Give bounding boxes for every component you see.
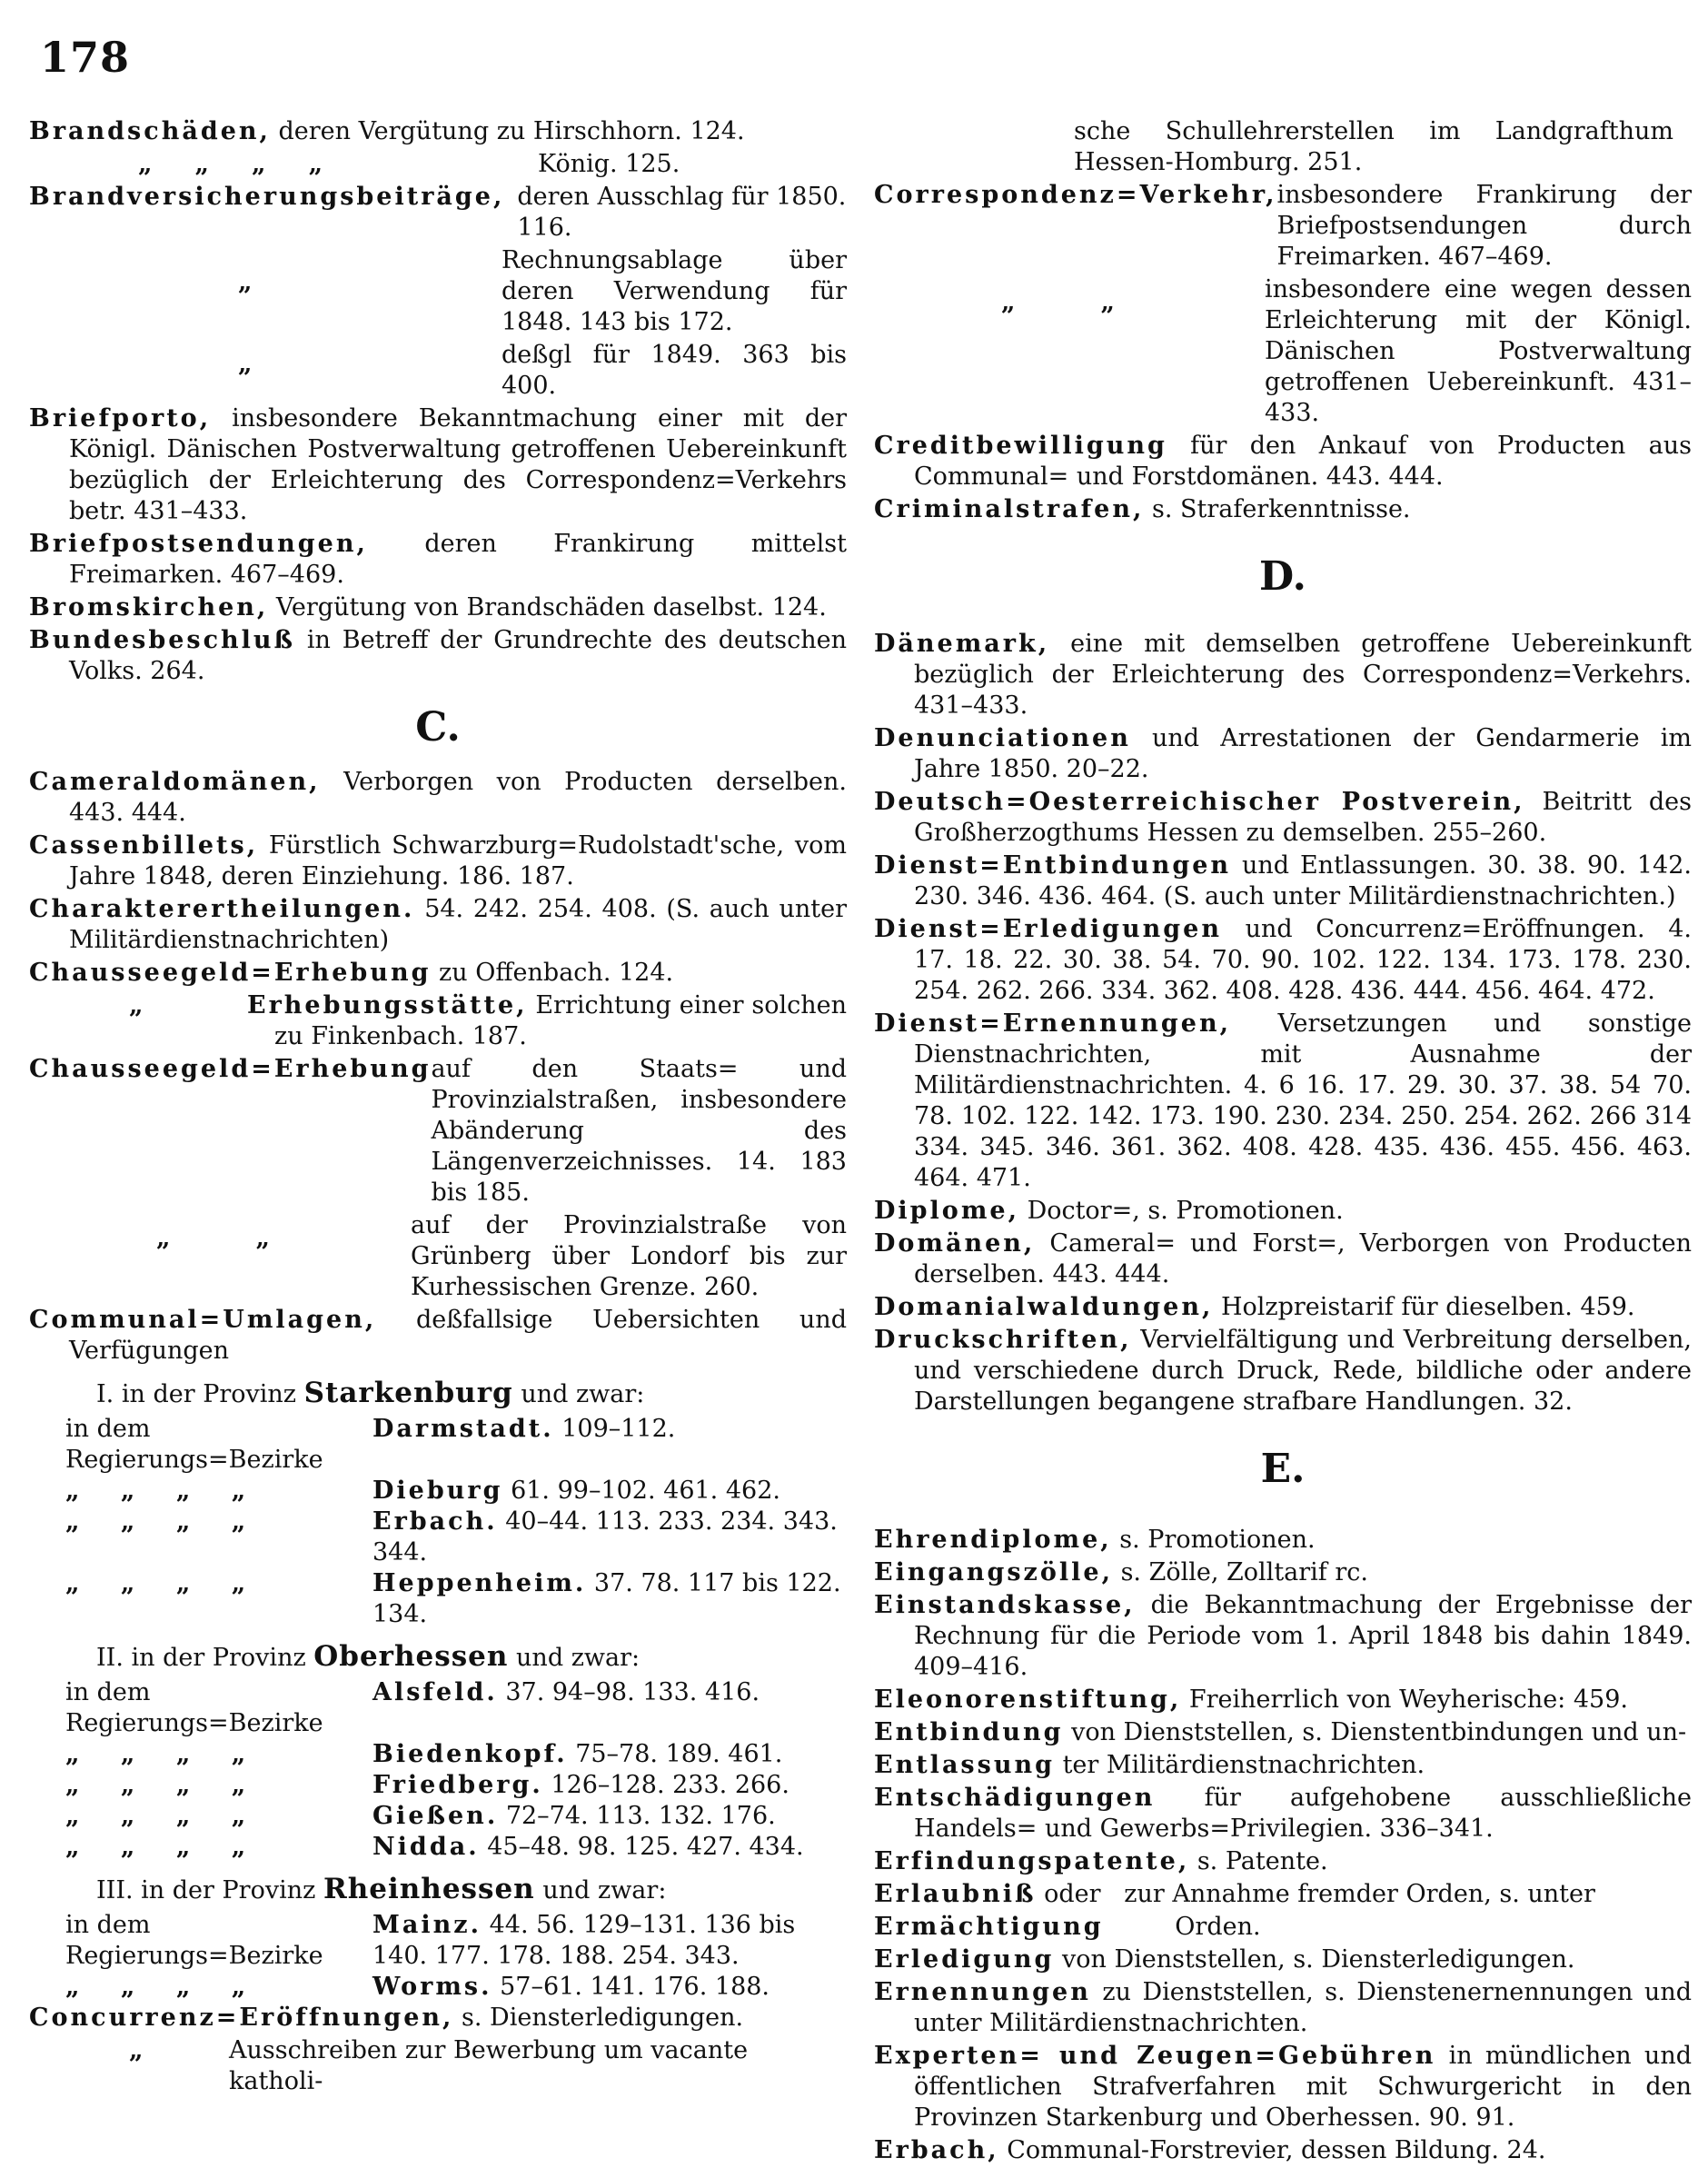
entry-chausseegeld-staats: [29, 1054, 847, 1208]
entry-erfindungspatente: [874, 1846, 1692, 1877]
page-number: 178: [40, 33, 131, 82]
entry-criminalstrafen: [874, 494, 1692, 525]
district-body: [372, 1507, 847, 1568]
entry-cameraldomaenen: [29, 767, 847, 829]
entry-dienst-entbindungen: [874, 850, 1692, 912]
district-numbers: 44. 56. 129–131. 136 bis 140. 177. 178. 188. 254. 343.: [372, 1911, 796, 1970]
province-prefix: I. in der Provinz: [96, 1380, 297, 1408]
entry-text: von Dienststellen, s. Dienstentbindungen und un-: [1071, 1718, 1687, 1746]
district-row: [29, 1568, 847, 1630]
district-label: „ „ „ „: [65, 1802, 246, 1830]
entry-text: sche Schullehrerstellen im Landgrafthum Hessen-Homburg. 251.: [1074, 117, 1673, 176]
entry-text: Orden.: [1175, 1913, 1261, 1941]
right-column: [874, 116, 1692, 2168]
district-row: [29, 1414, 847, 1476]
district-label: in dem Regierungs=Bezirke: [65, 1678, 323, 1737]
keyword: Bundesbeschluß: [29, 626, 296, 654]
district-body: [372, 1770, 847, 1801]
entry-text: zu Dienststellen, s. Dienstenernennungen und unter Militärdienstnachrichten.: [914, 1978, 1692, 2037]
province-prefix: III. in der Provinz: [96, 1876, 316, 1904]
district-place: Nidda.: [372, 1833, 480, 1861]
district-numbers: 37. 94–98. 133. 416.: [505, 1678, 760, 1706]
district-place: Dieburg: [372, 1477, 503, 1505]
district-row: [29, 1507, 847, 1568]
keyword: Entbindung: [874, 1718, 1064, 1746]
ditto-marks: „ „: [1001, 288, 1116, 316]
section-heading-d: D.: [1259, 553, 1306, 600]
keyword: Concurrenz=Eröffnungen,: [29, 2004, 454, 2032]
entry-diplome: [874, 1196, 1692, 1227]
district-place: Worms.: [372, 1973, 492, 2001]
district-place: Biedenkopf.: [372, 1740, 568, 1768]
keyword: Communal=Umlagen,: [29, 1306, 377, 1334]
keyword: Druckschriften,: [874, 1326, 1132, 1354]
keyword: Dänemark,: [874, 630, 1050, 658]
entry-text: Doctor=, s. Promotionen.: [1027, 1197, 1344, 1225]
entry-body: [247, 990, 847, 1052]
keyword: Dienst=Erledigungen: [874, 915, 1222, 943]
province-suffix: und zwar:: [516, 1644, 640, 1672]
district-body: [372, 1801, 847, 1832]
entry-text: für den Ankauf von Producten aus Communal= und Forstdomänen. 443. 444.: [914, 432, 1692, 491]
keyword: Chausseegeld=Erhebung: [29, 959, 432, 987]
entry-text: Cameral= und Forst=, Verborgen von Producten derselben. 443. 444.: [914, 1229, 1692, 1288]
entry-text: eine mit demselben getroffene Uebereinkunft bezüglich der Erleichterung des Correspondenz=Verkehrs. 431–433.: [914, 630, 1692, 720]
ditto-marks: „: [238, 268, 253, 296]
entry-eleonorenstiftung: [874, 1685, 1692, 1716]
entry-text: und Entlassungen. 30. 38. 90. 142. 230. 346. 436. 464. (S. auch unter Militärdienstnachrichten.): [914, 851, 1692, 910]
entry-text: Versetzungen und sonstige Dienstnachrichten, mit Ausnahme der Militärdienstnachrichten. 4. 6 16. 17. 29. 30. 37. 38. 54 70. 78. 102. 122. 142. 173. 190. 230. 234. 250. 254. 262. 266 314 334. 345. 346. 361. 362. 408. 428. 435. 436. 455. 456. 463. 464. 471.: [914, 1009, 1692, 1192]
entry-concurrenz-ausschreiben: [29, 2035, 847, 2097]
entry-brandversicherung-2: [29, 245, 847, 338]
district-numbers: 37. 78. 117 bis 122. 134.: [372, 1569, 841, 1628]
district-place: Darmstadt.: [372, 1415, 554, 1443]
entry-text: auf der Provinzialstraße von Grünberg über Londorf bis zur Kurhessischen Grenze. 260.: [411, 1211, 847, 1301]
keyword: Ermächtigung: [874, 1913, 1104, 1941]
entry-communal-umlagen: [29, 1305, 847, 1367]
entry-text: deren Ausschlag für 1850. 116.: [517, 183, 847, 242]
keyword: Entlassung: [874, 1751, 1055, 1779]
district-label: „ „ „ „: [65, 1477, 246, 1505]
keyword: Eingangszölle,: [874, 1558, 1113, 1586]
keyword: Charakterertheilungen.: [29, 895, 415, 923]
entry-correspondenz: [874, 180, 1692, 273]
district-body: [372, 1832, 847, 1863]
entry-continuation: [874, 116, 1692, 178]
entry-charakterertheilungen: [29, 894, 847, 956]
entry-text: Rechnungsablage über deren Verwendung für 1848. 143 bis 172.: [501, 246, 847, 336]
entry-daenemark: [874, 629, 1692, 721]
entry-dienst-ernennungen: [874, 1009, 1692, 1194]
keyword: Erledigung: [874, 1945, 1055, 1974]
district-numbers: 57–61. 141. 176. 188.: [500, 1973, 770, 2001]
entry-text: 54. 242. 254. 408. (S. auch unter Militärdienstnachrichten): [69, 895, 847, 954]
entry-domaenen: [874, 1228, 1692, 1290]
entry-text: zu Offenbach. 124.: [439, 959, 674, 987]
entry-text: für aufgehobene ausschließliche Handels= und Gewerbs=Privilegien. 336–341.: [914, 1784, 1692, 1843]
district-numbers: 75–78. 189. 461.: [575, 1740, 783, 1768]
section-heading-e: E.: [1260, 1446, 1306, 1492]
entry-eingangszoelle: [874, 1557, 1692, 1588]
entry-text: insbesondere Frankirung der Briefpostsendungen durch Freimarken. 467–469.: [1276, 181, 1692, 271]
province-heading-oberhessen: [96, 1641, 847, 1674]
district-place: Friedberg.: [372, 1771, 543, 1799]
entry-erlaubniss: [874, 1879, 1692, 1910]
district-numbers: 40–44. 113. 233. 234. 343. 344.: [372, 1507, 838, 1566]
entry-ernennungen: [874, 1977, 1692, 2039]
district-row: [29, 1801, 847, 1832]
keyword: Criminalstrafen,: [874, 495, 1145, 523]
province-name: Oberhessen: [313, 1640, 509, 1673]
entry-text: in mündlichen und öffentlichen Strafverfahren mit Schwurgericht in den Provinzen Starkenburg und Oberhessen. 90. 91.: [914, 2042, 1692, 2132]
entry-einstandskasse: [874, 1590, 1692, 1683]
entry-text: König. 125.: [538, 150, 680, 178]
entry-text: die Bekanntmachung der Ergebnisse der Rechnung für die Periode vom 1. April 1848 bis dahin 1849. 409–416.: [914, 1591, 1692, 1681]
keyword: Creditbewilligung: [874, 432, 1167, 460]
district-row: [29, 1972, 847, 2003]
district-body: [372, 1476, 847, 1507]
entry-text: in Betreff der Grundrechte des deutschen Volks. 264.: [69, 626, 847, 685]
entry-text: deßfallsige Uebersichten und Verfügungen: [69, 1306, 847, 1365]
entry-entlassung: [874, 1750, 1692, 1781]
keyword: Brandversicherungsbeiträge,: [29, 183, 505, 211]
district-label: „ „ „ „: [65, 1569, 246, 1597]
entry-chausseegeld-offenbach: [29, 958, 847, 989]
entry-erledigung: [874, 1944, 1692, 1975]
keyword: Briefporto,: [29, 404, 212, 433]
keyword: Domänen,: [874, 1229, 1036, 1258]
entry-chausseegeld-gruenberg: [29, 1210, 847, 1303]
entry-brandschaeden: [29, 116, 847, 147]
entry-domanialwaldungen: [874, 1292, 1692, 1323]
entry-text: und Concurrenz=Eröffnungen. 4. 17. 18. 22. 30. 38. 54. 70. 90. 102. 122. 134. 173. 178. 230. 254. 262. 266. 334. 362. 408. 428. 436. 444. 456. 464. 472.: [914, 915, 1692, 1005]
keyword: Dienst=Entbindungen: [874, 851, 1232, 880]
entry-text: insbesondere Bekanntmachung einer mit der Königl. Dänischen Postverwaltung getroffenen Uebereinkunft bezüglich der Erleichterung des Correspondenz=Verkehrs betr. 431–433.: [69, 404, 847, 525]
district-label: „ „ „ „: [65, 1507, 246, 1536]
keyword: Eleonorenstiftung,: [874, 1686, 1182, 1714]
province-heading-rheinhessen: [96, 1874, 847, 1906]
district-row: [29, 1910, 847, 1972]
entry-text: Freiherrlich von Weyherische: 459.: [1188, 1686, 1628, 1714]
entry-cassenbillets: [29, 830, 847, 892]
entry-dienst-erledigungen: [874, 914, 1692, 1007]
keyword: Erhebungsstätte,: [247, 991, 528, 1019]
entry-text: Vervielfältigung und Verbreitung derselben, und verschiedene durch Druck, Rede, bildliche oder andere Darstellungen begangene strafbare Handlungen. 32.: [914, 1326, 1692, 1416]
keyword: Chausseegeld=Erhebung: [29, 1055, 432, 1083]
keyword: Erlaubniß: [874, 1880, 1037, 1908]
keyword: Experten= und Zeugen=Gebühren: [874, 2042, 1436, 2070]
district-numbers: 61. 99–102. 461. 462.: [511, 1477, 780, 1505]
district-label: in dem Regierungs=Bezirke: [65, 1911, 323, 1970]
entry-text: von Dienststellen, s. Diensterledigungen.: [1062, 1945, 1575, 1974]
district-row: [29, 1770, 847, 1801]
keyword: Erbach,: [874, 2136, 999, 2164]
district-label: „ „ „ „: [65, 1973, 246, 2001]
keyword: Brandschäden,: [29, 117, 271, 145]
district-label: „ „ „ „: [65, 1771, 246, 1799]
district-numbers: 45–48. 98. 125. 427. 434.: [487, 1833, 804, 1861]
left-column: [29, 116, 847, 2099]
keyword: Domanialwaldungen,: [874, 1293, 1214, 1321]
district-numbers: 109–112.: [561, 1415, 676, 1443]
entry-erhebungsstaette: [29, 990, 847, 1052]
entry-text: Beitritt des Großherzogthums Hessen zu demselben. 255–260.: [914, 788, 1692, 847]
keyword: Diplome,: [874, 1197, 1019, 1225]
district-body: [372, 1972, 847, 2003]
province-suffix: und zwar:: [521, 1380, 645, 1408]
entry-text: s. Diensterledigungen.: [462, 2004, 744, 2032]
keyword: Briefpostsendungen,: [29, 530, 368, 558]
keyword: Cameraldomänen,: [29, 768, 321, 796]
ditto-marks: „: [238, 350, 253, 378]
district-row: [29, 1832, 847, 1863]
keyword: Cassenbillets,: [29, 831, 259, 860]
entry-ehrendiplome: [874, 1525, 1692, 1556]
ditto-marks: „: [129, 991, 144, 1019]
keyword: Ernennungen: [874, 1978, 1091, 2006]
district-row: [29, 1677, 847, 1739]
entry-druckschriften: [874, 1325, 1692, 1417]
entry-experten-gebuehren: [874, 2041, 1692, 2133]
entry-text: Errichtung einer solchen zu Finkenbach. 187.: [274, 991, 847, 1050]
entry-text: Verborgen von Producten derselben. 443. 444.: [69, 768, 847, 827]
entry-text: s. Straferkenntnisse.: [1152, 495, 1411, 523]
entry-erbach: [874, 2135, 1692, 2166]
district-numbers: 126–128. 233. 266.: [551, 1771, 789, 1799]
province-suffix: und zwar:: [542, 1876, 667, 1904]
district-label: „ „ „ „: [65, 1740, 246, 1768]
entry-text: Communal-Forstrevier, dessen Bildung. 24.: [1007, 2136, 1546, 2164]
entry-text: Fürstlich Schwarzburg=Rudolstadt'sche, vom Jahre 1848, deren Einziehung. 186. 187.: [69, 831, 847, 890]
entry-brandversicherung-3: [29, 340, 847, 402]
entry-briefporto: [29, 403, 847, 527]
entry-text: deren Frankirung mittelst Freimarken. 467–469.: [69, 530, 847, 589]
district-body: [372, 1414, 847, 1476]
entry-brandversicherung: [29, 182, 847, 244]
district-body: [372, 1739, 847, 1770]
entry-denunciationen: [874, 723, 1692, 785]
district-place: Mainz.: [372, 1911, 482, 1939]
ditto-marks: „ „: [156, 1224, 271, 1252]
ditto-marks: „: [129, 2036, 144, 2064]
entry-text: oder zur Annahme fremder Orden, s. unter: [1044, 1880, 1595, 1908]
entry-text: s. Zölle, Zolltarif rc.: [1120, 1558, 1368, 1586]
district-row: [29, 1739, 847, 1770]
entry-correspondenz-2: [874, 274, 1692, 429]
entry-ermaechtigung: [874, 1912, 1692, 1943]
entry-text: ter Militärdienstnachrichten.: [1062, 1751, 1425, 1779]
keyword: Dienst=Ernennungen,: [874, 1009, 1231, 1038]
entry-text: insbesondere eine wegen dessen Erleichterung mit der Königl. Dänischen Postverwaltung getroffenen Uebereinkunft. 431–433.: [1265, 275, 1692, 427]
keyword: Bromskirchen,: [29, 593, 269, 622]
district-label: „ „ „ „: [65, 1833, 246, 1861]
province-name: Rheinhessen: [323, 1873, 535, 1905]
district-numbers: 72–74. 113. 132. 176.: [505, 1802, 776, 1830]
keyword: Correspondenz=Verkehr,: [874, 181, 1277, 209]
entry-text: Ausschreiben zur Bewerbung um vacante katholi-: [229, 2036, 749, 2095]
entry-text: auf den Staats= und Provinzialstraßen, insbesondere Abänderung des Längenverzeichnisses. 14. 183 bis 185.: [431, 1055, 847, 1207]
entry-text: s. Patente.: [1197, 1847, 1328, 1875]
entry-brandschaeden-koenig: [29, 149, 847, 180]
keyword: Denunciationen: [874, 724, 1131, 752]
district-row: [29, 1476, 847, 1507]
district-place: Erbach.: [372, 1507, 498, 1536]
entry-text: Vergütung von Brandschäden daselbst. 124.: [275, 593, 827, 622]
entry-concurrenz: [29, 2003, 847, 2034]
entry-entbindung: [874, 1717, 1692, 1748]
ditto-marks: „ „ „ „: [138, 150, 323, 178]
entry-text: deren Vergütung zu Hirschhorn. 124.: [278, 117, 745, 145]
keyword: Erfindungspatente,: [874, 1847, 1190, 1875]
entry-bromskirchen: [29, 592, 847, 623]
entry-creditbewilligung: [874, 431, 1692, 492]
province-prefix: II. in der Provinz: [96, 1644, 306, 1672]
province-heading-starkenburg: [96, 1377, 847, 1410]
section-heading-c: C.: [415, 704, 461, 751]
entry-text: Holzpreistarif für dieselben. 459.: [1220, 1293, 1635, 1321]
entry-text: s. Promotionen.: [1119, 1526, 1316, 1554]
district-body: [372, 1677, 847, 1739]
entry-entschaedigungen: [874, 1783, 1692, 1845]
district-place: Heppenheim.: [372, 1569, 587, 1597]
entry-briefpostsendungen: [29, 529, 847, 591]
district-place: Alsfeld.: [372, 1678, 498, 1706]
keyword: Einstandskasse,: [874, 1591, 1136, 1619]
entry-bundesbeschluss: [29, 625, 847, 687]
district-body: [372, 1910, 847, 1972]
province-name: Starkenburg: [303, 1377, 513, 1409]
entry-text: und Arrestationen der Gendarmerie im Jahre 1850. 20–22.: [914, 724, 1692, 783]
keyword: Entschädigungen: [874, 1784, 1156, 1812]
keyword: Deutsch=Oesterreichischer Postverein,: [874, 788, 1525, 816]
district-place: Gießen.: [372, 1802, 499, 1830]
entry-text: deßgl für 1849. 363 bis 400.: [501, 341, 847, 400]
district-label: in dem Regierungs=Bezirke: [65, 1415, 323, 1474]
entry-postverein: [874, 787, 1692, 849]
keyword: Ehrendiplome,: [874, 1526, 1112, 1554]
district-body: [372, 1568, 847, 1630]
